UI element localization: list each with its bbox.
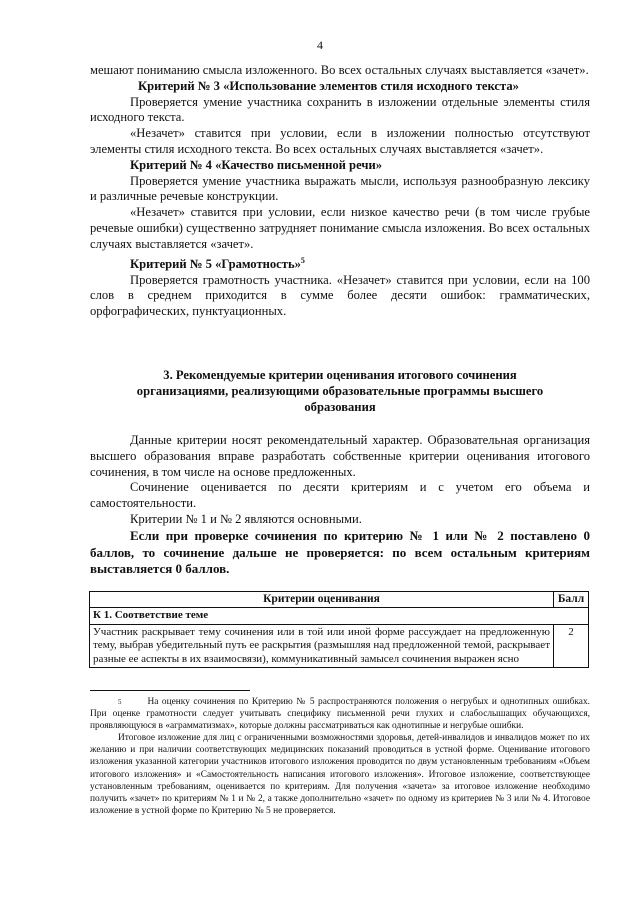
k1-description: Участник раскрывает тему сочинения или в той или иной форме рассуждает на предложенную тему, выбрав убедительный путь ее раскрытия (размышляя над предложенной темой, раскрывает разные ее аспекты в их взаимосвязи), коммуникативный замысел сочинения выражен ясно <box>90 624 554 667</box>
k1-title: К 1. Соответствие теме <box>90 608 589 624</box>
table-row <box>90 608 589 624</box>
criterion-5-heading <box>90 253 590 273</box>
criterion-4-title: Критерий № 4 «Качество письменной речи» <box>130 157 382 172</box>
table-row <box>90 624 589 667</box>
k1-score: 2 <box>554 624 589 667</box>
section-3-bold-rule: Если при проверке сочинения по критерию № 1 или № 2 поставлено 0 баллов, то сочинение дальше не проверяется: по всем остальным критериям выставляется 0 баллов. <box>90 527 590 577</box>
header-criteria: Критерии оценивания <box>90 592 554 608</box>
page-number: 4 <box>317 38 323 52</box>
section-3-title-line-2: организациями, реализующими образовательные программы высшего <box>136 383 544 398</box>
section-3-body <box>90 433 590 578</box>
section-3-paragraph-1: Данные критерии носят рекомендательный характер. Образовательная организация высшего образования вправе разработать собственные критерии оценивания итогового сочинения, в том числе на основе предложенных. <box>90 433 590 479</box>
section-3-title-line-1: 3. Рекомендуемые критерии оценивания итогового сочинения <box>163 368 517 382</box>
footnote-divider <box>90 690 250 691</box>
footnote-continuation: Итоговое изложение для лиц с ограниченными возможностями здоровья, детей-инвалидов и инвалидов может по их желанию и при наличии соответствующих медицинских показаний проводиться в устной форме. Оценивание итогового изложения указанной категории участников итогового изложения проводится по двум установленным требованиям «Объем итогового изложения» и «Самостоятельность написания итогового изложения». Итоговое изложение, соответствующее установленным требованиям, оценивается по критериям. Для получения «зачета» за итоговое изложение необходимо получить «зачет» по критериям № 1 и № 2, а также дополнительно «зачет» по одному из критериев № 3 или № 4. Итоговое изложение в устной форме по Критерию № 5 не проверяется. <box>90 733 590 816</box>
section-3-title-line-3: образования <box>304 399 376 414</box>
criteria-table <box>89 591 589 668</box>
criteria-section <box>90 63 590 320</box>
footnote-5 <box>90 696 590 732</box>
criterion-3-paragraph-2: «Незачет» ставится при условии, если в изложении полностью отсутствуют элементы стиля исходного текста. Во всех остальных случаях выставляется «зачет». <box>90 126 590 156</box>
section-3-paragraph-2: Сочинение оценивается по десяти критериям и с учетом его объема и самостоятельности. <box>90 480 590 511</box>
criterion-5-paragraph-1: Проверяется грамотность участника. «Незачет» ставится при условии, если на 100 слов в среднем приходится в сумме более десяти ошибок: грамматических, орфографических, пунктуационных. <box>90 272 590 319</box>
section-3-paragraph-3: Критерии № 1 и № 2 являются основными. <box>130 511 362 526</box>
footnote-5-text: На оценку сочинения по Критерию № 5 распространяются положения о негрубых и однотипных ошибках. При оценке грамотности следует учитывать специфику письменной речи глухих и слабослышащих обучающихся, проявляющуюся в «аграмматизмах», которые должны рассматриваться как однотипные и негрубые ошибки. <box>90 697 590 732</box>
footnote-ref-5[interactable]: 5 <box>300 255 305 265</box>
criterion-3-paragraph-1: Проверяется умение участника сохранить в изложении отдельные элементы стиля исходного текста. <box>90 94 590 125</box>
criterion-4-paragraph-2: «Незачет» ставится при условии, если низкое качество речи (в том числе грубые речевые ошибки) существенно затрудняет понимание смысла изложения. Во всех остальных случаях выставляется «зачет». <box>90 205 590 251</box>
header-score: Балл <box>554 592 589 608</box>
intro-paragraph: мешают пониманию смысла изложенного. Во всех остальных случаях выставляется «зачет». <box>90 63 589 77</box>
table-header-row <box>90 592 589 608</box>
criterion-5-title: Критерий № 5 «Грамотность» <box>130 256 301 271</box>
section-3-title <box>90 368 590 415</box>
footnotes <box>90 696 590 817</box>
footnote-5-mark: 5 <box>118 698 122 706</box>
criterion-3-title: Критерий № 3 «Использование элементов стиля исходного текста» <box>138 78 519 93</box>
criterion-4-paragraph-1: Проверяется умение участника выражать мысли, используя разнообразную лексику и различные речевые конструкции. <box>90 173 590 204</box>
